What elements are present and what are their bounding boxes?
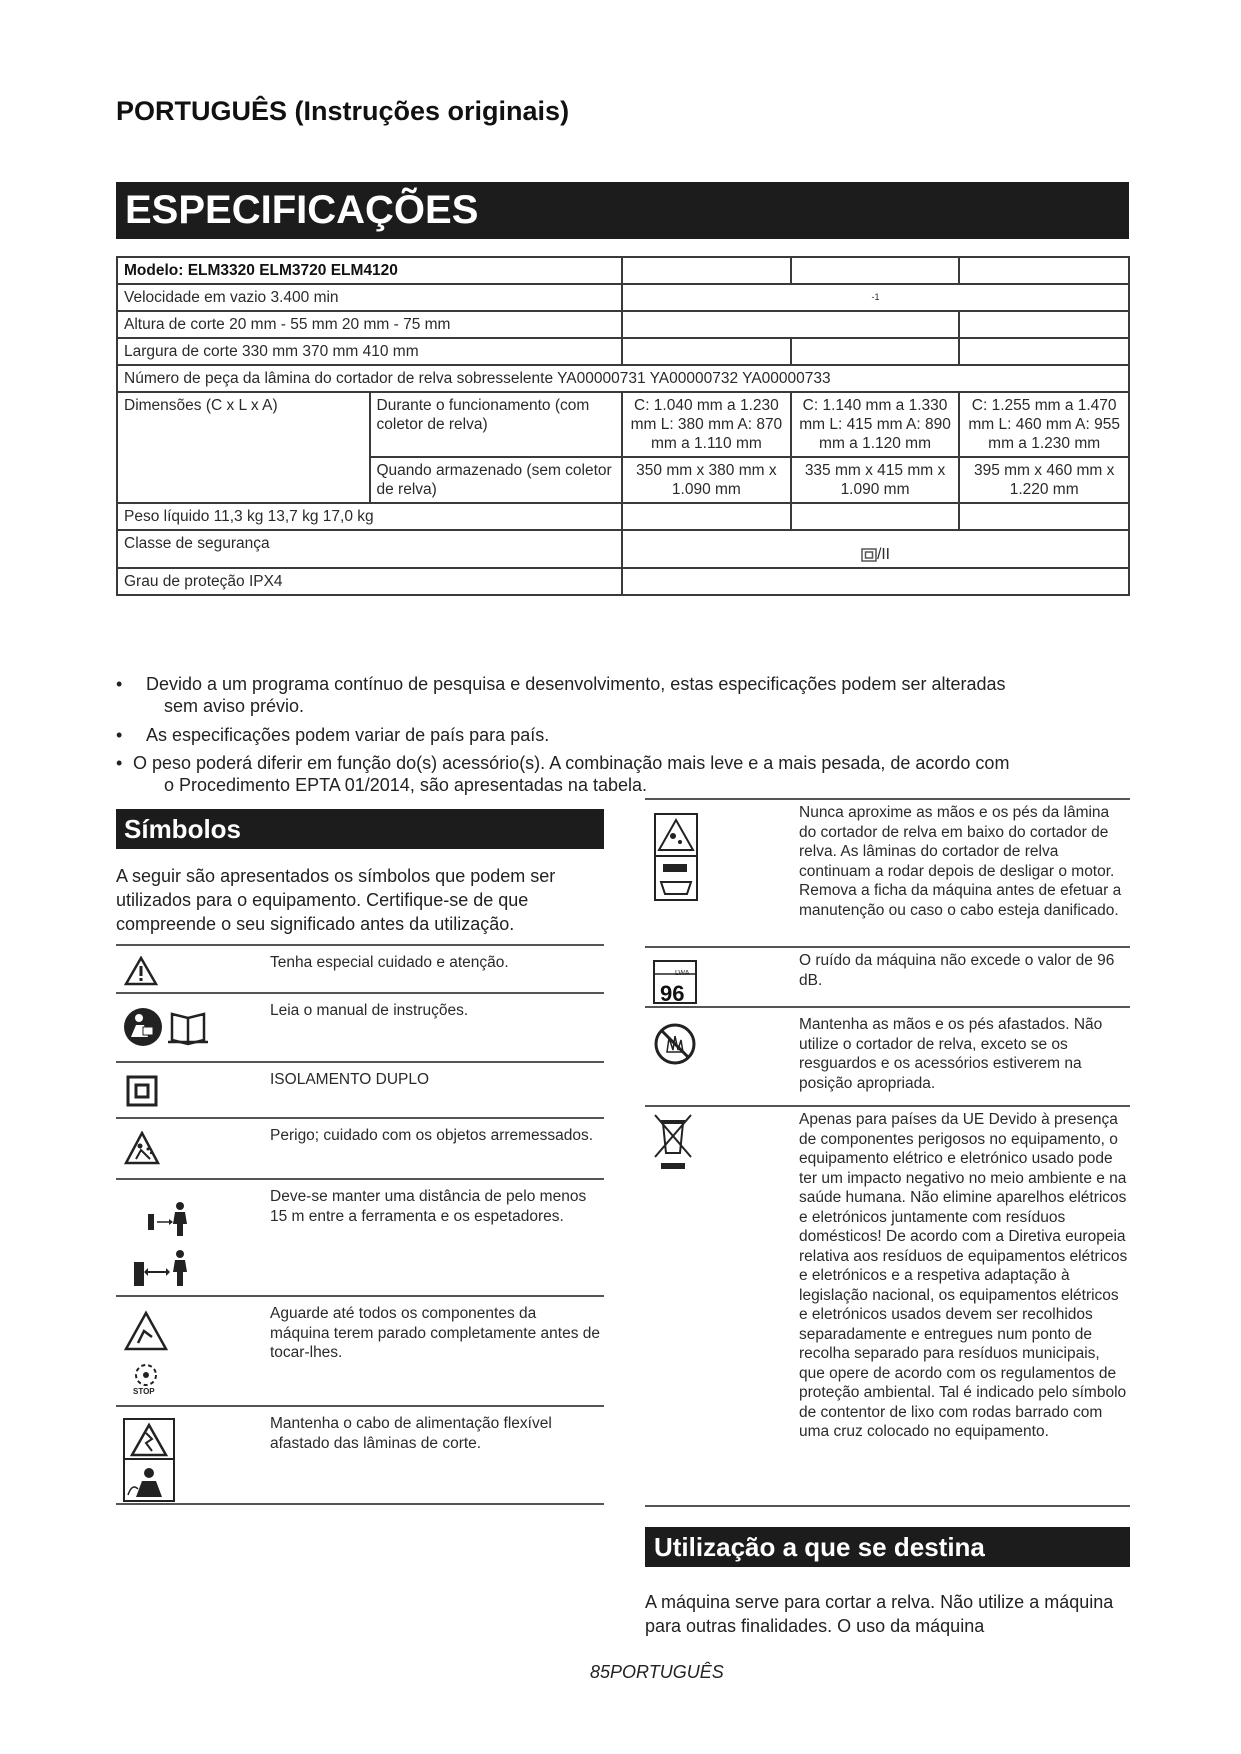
symbol-text-cord: Mantenha o cabo de alimentação flexível afastado das lâminas de corte. xyxy=(270,1415,552,1452)
spec-stored-elm3720: 335 mm x 415 mm x 1.090 mm xyxy=(791,457,960,503)
spec-model: Modelo: ELM3320 ELM3720 ELM4120 xyxy=(117,257,622,284)
symbol-row-weee xyxy=(645,1107,1130,1507)
spec-protection: Grau de proteção IPX4 xyxy=(117,568,622,595)
symbol-text-safe-distance: Deve-se manter uma distância de pelo menos 15 m entre a ferramenta e os espetadores. xyxy=(270,1188,587,1225)
stop-label: STOP xyxy=(133,1387,155,1396)
spec-row-cut-height xyxy=(117,311,1129,338)
spec-speed: Velocidade em vazio 3.400 min xyxy=(117,284,622,311)
noise-level-value: 96 xyxy=(660,981,685,1006)
note-specs-change: • Devido a um programa contínuo de pesquisa e desenvolvimento, estas especificações podem ser alteradas sem aviso prévio. xyxy=(116,674,1006,716)
spec-speed-unit-sup: -1 xyxy=(871,292,880,302)
spec-row-safety-class xyxy=(117,530,1129,568)
spec-row-model xyxy=(117,257,1129,284)
symbol-text-caution: Tenha especial cuidado e atenção. xyxy=(270,954,509,971)
spec-blade-part: Número de peça da lâmina do cortador de relva sobresselente YA00000731 YA00000732 YA00000733 xyxy=(117,365,1129,392)
page-language-title: PORTUGUÊS (Instruções originais) xyxy=(116,96,570,126)
symbol-row-noise xyxy=(645,948,1130,1008)
spec-safety-class-label: Classe de segurança xyxy=(117,530,622,568)
keep-hands-away-icon xyxy=(653,1022,697,1066)
symbol-text-double-insulation: ISOLAMENTO DUPLO xyxy=(270,1071,430,1088)
symbol-row-caution xyxy=(116,944,604,992)
symbol-text-weee: Apenas para países da UE Devido à presença de componentes perigosos no equipamento, o equipamento elétrico e eletrónico usado pode ter um impacto negativo no meio ambiente e na saúde humana. Não elimine aparelhos elétricos e eletrónicos juntamente com resíduos domésticos! De acordo com a Diretiva europeia relativa aos resíduos de equipamentos elétricos e eletrónicos e a respetiva adaptação à legislação nacional, os equipamentos elétricos e eletrónicos usados devem ser recolhidos separadamente e entregues num ponto de recolha separado para resíduos municipais, que opere de acordo com os regulamentos de proteção ambiental. Tal é indicado pelo símbolo de contentor de lixo com rodas barrado com uma cruz colocado no equipamento. xyxy=(799,1111,1128,1440)
blade-hands-feet-icon xyxy=(653,812,699,902)
spec-row-weight xyxy=(117,503,1129,530)
spec-row-protection xyxy=(117,568,1129,595)
spec-row-cut-width xyxy=(117,338,1129,365)
symbol-text-noise: O ruído da máquina não excede o valor de 96 dB. xyxy=(799,952,1115,989)
spec-operating-label: Durante o funcionamento (com coletor de relva) xyxy=(370,392,623,457)
symbol-text-wait-stop: Aguarde até todos os componentes da máquina terem parado completamente antes de tocar-lhes. xyxy=(270,1305,601,1361)
spec-row-speed xyxy=(117,284,1129,311)
spec-operating-elm3720: C: 1.140 mm a 1.330 mm L: 415 mm A: 890 mm a 1.120 mm xyxy=(791,392,960,457)
spec-row-dimensions-operating xyxy=(117,392,1129,457)
symbol-row-thrown-objects xyxy=(116,1117,604,1173)
symbol-text-blade-hands: Nunca aproxime as mãos e os pés da lâmina do cortador de relva em baixo do cortador de relva. As lâminas do cortador de relva continuam a rodar depois de desligar o motor. Remova a ficha da máquina antes de efetuar a manutenção ou caso o cabo esteja danificado. xyxy=(799,804,1122,919)
intended-use-text: A máquina serve para cortar a relva. Não utilize a máquina para outras finalidades. O uso da máquina xyxy=(645,1592,1114,1636)
double-insulation-icon xyxy=(861,548,877,562)
spec-row-blade-part xyxy=(117,365,1129,392)
noise-unit: LWA xyxy=(675,970,690,977)
spec-operating-elm4120: C: 1.255 mm a 1.470 mm L: 460 mm A: 955 mm a 1.230 mm xyxy=(959,392,1129,457)
note-weight-accessories: • O peso poderá diferir em função do(s) acessório(s). A combinação mais leve e a mais pesada, de acordo com o Procedimento EPTA 01/2014, são apresentadas na tabela. xyxy=(116,753,1010,795)
spec-stored-label: Quando armazenado (sem coletor de relva) xyxy=(370,457,623,503)
page-number-footer: 85PORTUGUÊS xyxy=(590,1662,724,1682)
warning-triangle-icon xyxy=(124,956,158,986)
spec-operating-elm3320: C: 1.040 mm a 1.230 mm L: 380 mm A: 870 mm a 1.110 mm xyxy=(622,392,791,457)
symbol-row-wait-stop xyxy=(116,1295,604,1405)
symbol-text-read-manual: Leia o manual de instruções. xyxy=(270,1002,469,1019)
symbol-row-blade-hands xyxy=(645,800,1130,948)
symbol-row-keep-away xyxy=(645,1012,1130,1107)
spec-safety-class-value: /II xyxy=(877,546,890,563)
spec-stored-elm4120: 395 mm x 460 mm x 1.220 mm xyxy=(959,457,1129,503)
symbol-row-cord xyxy=(116,1405,604,1503)
specifications-table xyxy=(116,256,1130,596)
left-symbols-end-rule xyxy=(116,1503,604,1505)
specifications-heading: ESPECIFICAÇÕES xyxy=(116,182,1129,239)
intended-use-heading: Utilização a que se destina xyxy=(645,1527,1130,1567)
thrown-objects-warning-icon xyxy=(124,1131,160,1165)
note-country-variation: • As especificações podem variar de país para país. xyxy=(116,725,550,745)
spec-stored-elm3320: 350 mm x 380 mm x 1.090 mm xyxy=(622,457,791,503)
spec-cut-width: Largura de corte 330 mm 370 mm 410 mm xyxy=(117,338,622,365)
symbol-row-safe-distance xyxy=(116,1178,604,1295)
spec-dimensions-label: Dimensões (C x L x A) xyxy=(117,392,370,503)
spec-cut-height: Altura de corte 20 mm - 55 mm 20 mm - 75 mm xyxy=(117,311,622,338)
safe-distance-icon xyxy=(124,1194,194,1289)
crossed-wheelie-bin-icon xyxy=(653,1113,693,1171)
symbol-text-keep-away: Mantenha as mãos e os pés afastados. Não utilize o cortador de relva, exceto se os resguardos e os acessórios estiverem na posição apropriada. xyxy=(799,1016,1103,1092)
symbol-row-double-insulation xyxy=(116,1061,604,1117)
symbols-intro: A seguir são apresentados os símbolos que podem ser utilizados para o equipamento. Certifique-se de que compreende o seu significado antes da utilização. xyxy=(116,866,556,934)
double-insulation-icon xyxy=(126,1075,158,1107)
symbols-heading: Símbolos xyxy=(116,809,604,849)
symbol-row-read-manual xyxy=(116,992,604,1054)
read-manual-icon xyxy=(122,1006,228,1048)
spec-weight: Peso líquido 11,3 kg 13,7 kg 17,0 kg xyxy=(117,503,622,530)
cord-blade-warning-icon xyxy=(122,1417,176,1503)
symbol-text-thrown-objects: Perigo; cuidado com os objetos arremessados. xyxy=(270,1127,594,1144)
